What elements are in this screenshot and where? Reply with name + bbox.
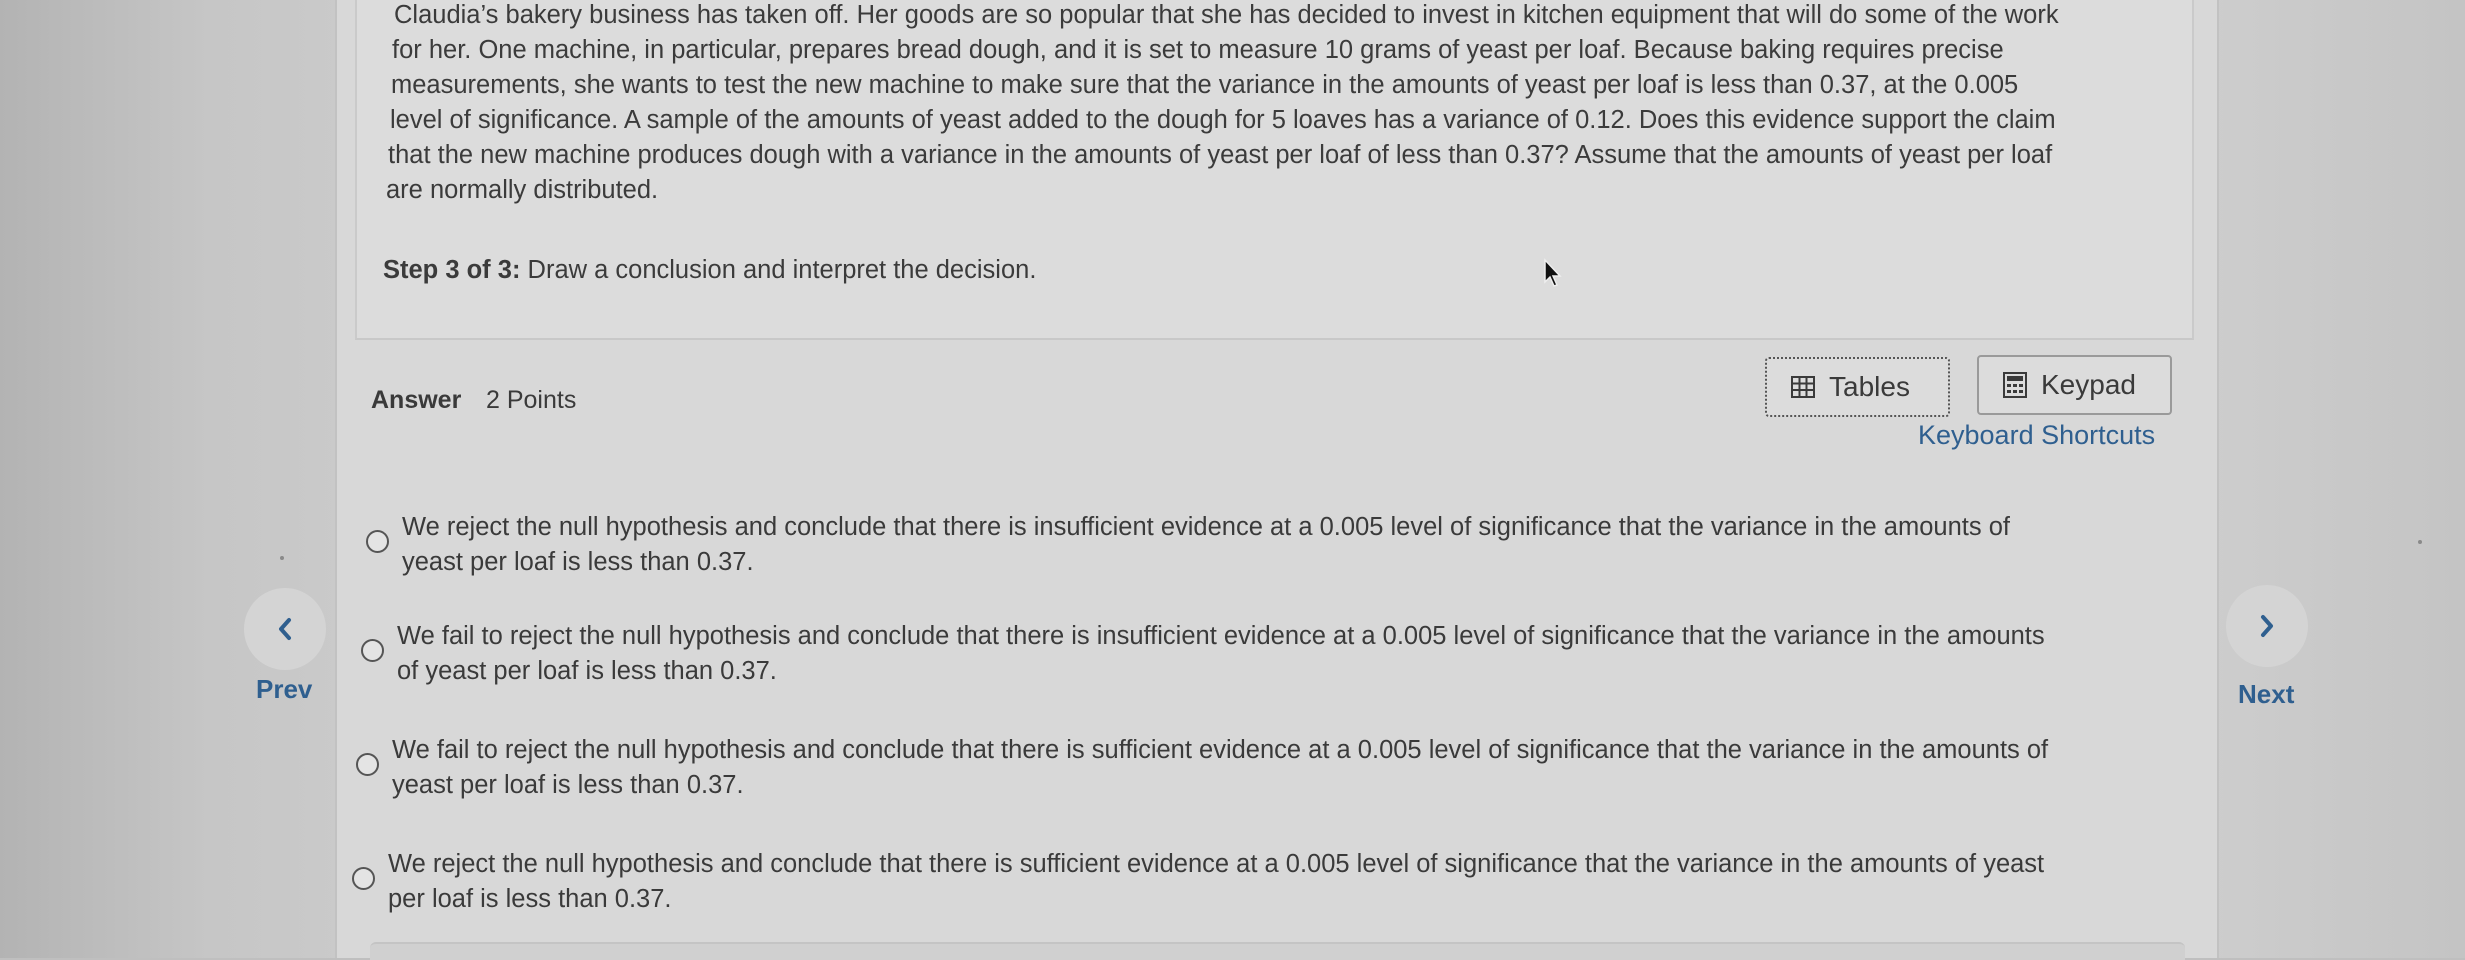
option-line: per loaf is less than 0.37. — [388, 885, 672, 913]
problem-line: for her. One machine, in particular, prepares bread dough, and it is set to measure 10 grams of yeast per loaf. Because baking requires precise — [392, 36, 2004, 64]
dust-speck — [2418, 540, 2422, 544]
option-line: of yeast per loaf is less than 0.37. — [397, 657, 777, 685]
radio-button[interactable] — [366, 530, 389, 553]
radio-button[interactable] — [356, 753, 379, 776]
right-background — [2210, 0, 2465, 958]
answer-option-4[interactable] — [352, 847, 2182, 917]
prev-button[interactable] — [244, 588, 326, 670]
tables-label: Tables — [1829, 371, 1910, 402]
answer-label: Answer — [371, 386, 462, 414]
step-label: Step 3 of 3: — [383, 256, 521, 284]
step-text: Draw a conclusion and interpret the decision. — [527, 256, 1037, 284]
answer-option-2[interactable] — [361, 619, 2181, 689]
chevron-right-icon — [2258, 613, 2276, 639]
chevron-left-icon — [276, 616, 294, 642]
mouse-cursor-icon — [1543, 258, 1565, 290]
option-line: We fail to reject the null hypothesis and conclude that there is insufficient evidence at a 0.005 level of significance that the variance in the amounts — [397, 622, 2045, 650]
option-text — [392, 733, 2186, 803]
option-text — [402, 510, 2152, 580]
option-line: yeast per loaf is less than 0.37. — [392, 771, 744, 799]
table-grid-icon — [1791, 376, 1815, 398]
prev-label[interactable]: Prev — [256, 674, 313, 704]
step-instruction — [383, 256, 1036, 285]
option-text — [397, 619, 2181, 689]
keypad-label: Keypad — [2041, 369, 2136, 400]
answer-option-3[interactable] — [356, 733, 2186, 803]
option-line: yeast per loaf is less than 0.37. — [402, 548, 754, 576]
radio-button[interactable] — [361, 639, 384, 662]
tables-button[interactable] — [1765, 357, 1950, 417]
problem-line: are normally distributed. — [386, 176, 659, 204]
keyboard-shortcuts-link[interactable]: Keyboard Shortcuts — [1918, 420, 2156, 450]
next-label[interactable]: Next — [2238, 679, 2295, 709]
calculator-icon — [2003, 372, 2027, 398]
problem-statement — [388, 0, 2148, 208]
problem-line: Claudia’s bakery business has taken off. Her goods are so popular that she has decided to invest in kitchen equipment that will do some of the work — [394, 1, 2059, 29]
option-line: We reject the null hypothesis and conclude that there is insufficient evidence at a 0.005 level of significance that the variance in the amounts of — [402, 513, 2010, 541]
problem-line: that the new machine produces dough with a variance in the amounts of yeast per loaf of less than 0.37? Assume that the amounts of yeast per loaf — [388, 141, 2053, 169]
left-background — [0, 0, 350, 958]
option-line: We reject the null hypothesis and conclude that there is sufficient evidence at a 0.005 level of significance that the variance in the amounts of yeast — [388, 850, 2045, 878]
radio-button[interactable] — [352, 867, 375, 890]
next-panel-edge — [370, 942, 2185, 960]
next-button[interactable] — [2226, 585, 2308, 667]
dust-speck — [280, 556, 284, 560]
option-text — [388, 847, 2182, 917]
problem-line: measurements, she wants to test the new machine to make sure that the variance in the amounts of yeast per loaf is less than 0.37, at the 0.005 — [391, 71, 2019, 99]
points-label: 2 Points — [486, 386, 577, 414]
keypad-button[interactable] — [1977, 355, 2172, 415]
option-line: We fail to reject the null hypothesis and conclude that there is sufficient evidence at a 0.005 level of significance that the variance in the amounts of — [392, 736, 2049, 764]
problem-line: level of significance. A sample of the amounts of yeast added to the dough for 5 loaves has a variance of 0.12. Does this evidence support the claim — [390, 106, 2056, 134]
answer-option-1[interactable] — [366, 510, 2156, 580]
